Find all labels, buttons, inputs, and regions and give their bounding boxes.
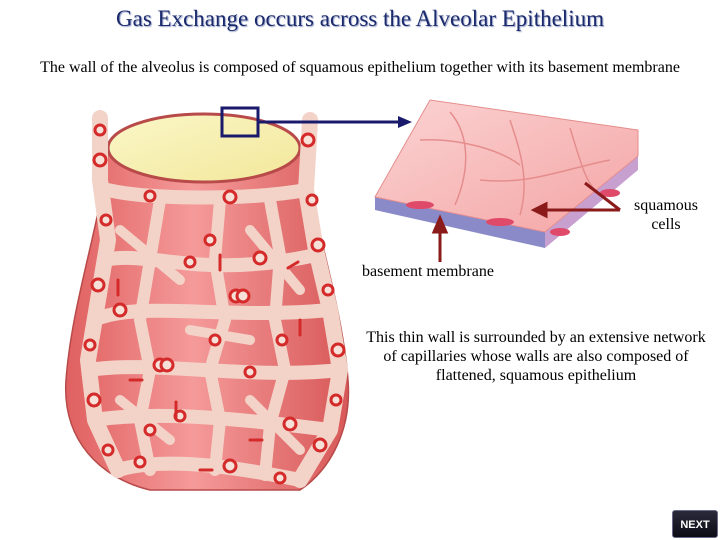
- next-button[interactable]: NEXT: [672, 510, 718, 538]
- squamous-cells-label: squamous cells: [634, 197, 698, 233]
- epithelium-sheet: [375, 100, 638, 248]
- capillary-caption: This thin wall is surrounded by an extensive network of capillaries whose walls are also composed of flattened, squamous epithelium: [366, 329, 706, 384]
- basement-membrane-label: basement membrane: [362, 263, 494, 280]
- page-title: Gas Exchange occurs across the Alveolar Epithelium: [116, 6, 604, 31]
- page-subtitle: The wall of the alveolus is composed of squamous epithelium together with its basement membrane: [40, 59, 680, 76]
